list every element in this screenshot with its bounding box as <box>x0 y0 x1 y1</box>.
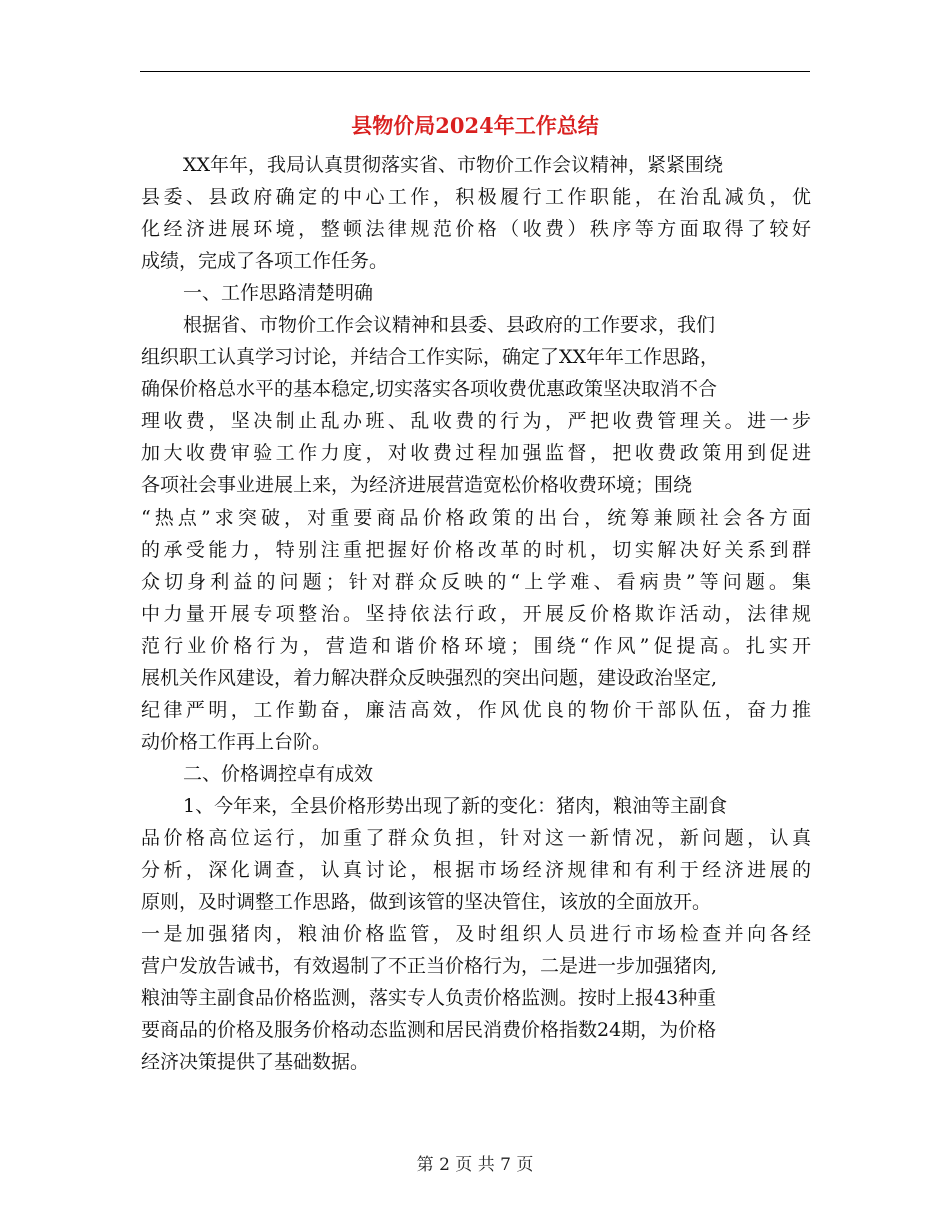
header-rule <box>140 71 810 72</box>
body-line-23: 分析，深化调查，认真讨论，根据市场经济规律和有利于经济进展的 <box>141 859 811 882</box>
body-line-26: 营户发放告诫书，有效遏制了不正当价格行为，二是进一步加强猪肉, <box>141 955 718 978</box>
body-line-28: 要商品的价格及服务价格动态监测和居民消费价格指数24期，为价格 <box>141 1019 717 1042</box>
body-line-7: 组织职工认真学习讨论，并结合工作实际，确定了XX年年工作思路， <box>141 346 720 369</box>
body-line-1: XX年年，我局认真贯彻落实省、市物价工作会议精神，紧紧围绕 <box>183 154 724 176</box>
body-line-27: 粮油等主副食品价格监测，落实专人负责价格监测。按时上报43种重 <box>141 987 717 1010</box>
body-line-6: 根据省、市物价工作会议精神和县委、县政府的工作要求，我们 <box>183 314 716 337</box>
body-line-18: 纪律严明，工作勤奋，廉洁高效，作风优良的物价干部队伍，奋力推 <box>141 698 811 721</box>
section-heading-2: 二、价格调控卓有成效 <box>183 762 374 785</box>
body-line-13: 的承受能力，特别注重把握好价格改革的时机，切实解决好关系到群 <box>141 538 811 561</box>
body-line-22: 品价格高位运行，加重了群众负担，针对这一新情况，新问题，认真 <box>141 826 811 849</box>
document-title: 县物价局2024年工作总结 <box>351 113 599 138</box>
body-line-11: 各项社会事业进展上来，为经济进展营造宽松价格收费环境；围绕 <box>141 474 693 497</box>
body-line-21: 1、今年来，全县价格形势出现了新的变化：猪肉，粮油等主副食 <box>183 794 728 817</box>
body-line-9: 理收费，坚决制止乱办班、乱收费的行为，严把收费管理关。进一步 <box>141 410 811 433</box>
page-number: 第 2 页 共 7 页 <box>416 1155 534 1175</box>
body-line-16: 范行业价格行为，营造和谐价格环境；围绕“作风”促提高。扎实开 <box>141 634 811 657</box>
body-line-19: 动价格工作再上台阶。 <box>141 730 332 753</box>
body-line-8: 确保价格总水平的基本稳定,切实落实各项收费优惠政策坚决取消不合 <box>141 378 718 401</box>
body-line-24: 原则，及时调整工作思路，做到该管的坚决管住，该放的全面放开。 <box>141 891 712 914</box>
body-line-2: 县委、县政府确定的中心工作，积极履行工作职能，在治乱减负，优 <box>141 186 811 209</box>
body-line-10: 加大收费审验工作力度，对收费过程加强监督，把收费政策用到促进 <box>141 442 811 465</box>
body-line-12: “热点”求突破，对重要商品价格政策的出台，统筹兼顾社会各方面 <box>141 506 811 529</box>
section-heading-1: 一、工作思路清楚明确 <box>183 282 374 305</box>
document-body <box>141 149 811 1078</box>
body-line-29: 经济决策提供了基础数据。 <box>141 1051 370 1074</box>
body-line-4: 成绩，完成了各项工作任务。 <box>141 250 389 273</box>
body-line-3: 化经济进展环境，整顿法律规范价格（收费）秩序等方面取得了较好 <box>141 218 811 241</box>
body-line-14: 众切身利益的问题；针对群众反映的“上学难、看病贵”等问题。集 <box>141 570 811 593</box>
body-line-15: 中力量开展专项整治。坚持依法行政，开展反价格欺诈活动，法律规 <box>141 602 811 625</box>
body-line-25: 一是加强猪肉，粮油价格监管，及时组织人员进行市场检查并向各经 <box>141 923 811 946</box>
body-line-17: 展机关作风建设，着力解决群众反映强烈的突出问题，建设政治坚定, <box>141 666 718 689</box>
